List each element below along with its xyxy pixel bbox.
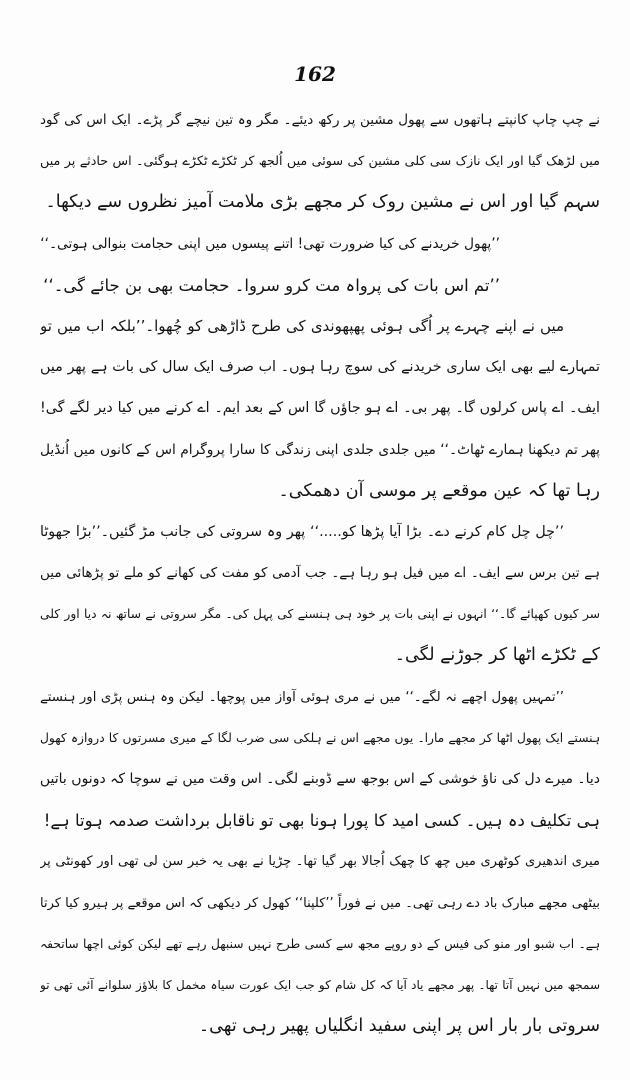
text-line: میں نے اپنے چہرے پر اُگی ہوئی پھپھوندی کی طرح ڈاڑھی کو چُھوا۔’’بلکہ اب میں تو [40, 316, 564, 335]
text-line: ہے تین برس سے ایف۔ اے میں فیل ہو رہا ہے۔ جب آدمی کو مفت کی کھانے کو ملے تو پڑھائی میں [40, 565, 600, 582]
text-line: سمجھ میں نہیں آتا تھا۔ پھر مجھے یاد آیا کہ کل شام کو جب ایک عورت سیاہ مخمل کا بلاؤز سلوانے آئی تھی تو [40, 977, 600, 992]
page-number: 162 [294, 62, 336, 86]
text-line: رہا تھا کہ عین موقعے پر موسی آن دھمکی۔ [278, 480, 600, 501]
body-text [40, 100, 600, 1047]
text-line: سروتی بار بار اس پر اپنی سفید انگلیاں پھیر رہی تھی۔ [198, 1016, 600, 1037]
text-line: میں لڑھک گیا اور ایک نازک سی کلی مشین کی سوئی میں اُلجھ کر ٹکڑے ٹکڑے ہوگئی۔ اس حادثے پر میں [40, 154, 600, 170]
text-line: ’’تم اس بات کی پرواہ مت کرو سروا۔ حجامت بھی بن جائے گی۔‘‘ [43, 275, 500, 295]
text-line: ’’تمہیں پھول اچھے نہ لگے۔‘‘ میں نے مری ہوئی آواز میں پوچھا۔ لیکن وہ ہنس پڑی اور ہنستے [40, 689, 564, 705]
text-line: بیٹھی مجھے مبارک باد دے رہی تھی۔ میں نے فوراً ’’کلپنا‘‘ کھول کر دیکھی کہ اس موقعے پر ہیرو کیا کرتا [40, 895, 600, 911]
text-line: تمہارے لیے بھی ایک ساری خریدنے کی سوچ رہا ہوں۔ اب صرف ایک سال کی بات ہے پھر میں [40, 359, 600, 376]
text-line: سر کیوں کھپائے گا۔‘‘ انہوں نے اپنی بات پر خود ہی ہنسنے کی پہل کی۔ مگر سروتی نے ساتھ نہ دیا اور کلی [40, 607, 600, 622]
text-line: سہم گیا اور اس نے مشین روک کر مجھے بڑی ملامت آمیز نظروں سے دیکھا۔ [45, 192, 600, 213]
text-line: ’’چل چل کام کرنے دے۔ بڑا آیا پڑھا کو.....‘‘ پھر وہ سروتی کی جانب مڑ گئیں۔’’بڑا جھوٹا [40, 523, 564, 540]
text-line: پھر تم دیکھنا ہمارے ٹھاٹ۔‘‘ میں جلدی جلدی اپنی زندگی کا سارا پروگرام اس کے کانوں میں اُنڈیل [40, 441, 600, 458]
text-line: دیا۔ میرے دل کی ناؤ خوشی کے اس بوجھ سے ڈوبنے لگی۔ اس وقت میں نے سوچا کہ دونوں باتیں [40, 771, 600, 787]
text-line: ہی تکلیف دہ ہیں۔ کسی امید کا پورا ہونا بھی تو ناقابل برداشت صدمہ ہوتا ہے! [43, 811, 600, 831]
text-line: ہنستے ایک پھول اٹھا کر مجھے مارا۔ یوں مجھے اس نے ہلکی سی ضرب لگا کے میری مسرتوں کا دروازہ کھول [40, 730, 600, 745]
text-line: ’’پھول خریدنے کی کیا ضرورت تھی! اتنے پیسوں میں اپنی حجامت بنوالی ہوتی۔‘‘ [40, 235, 500, 252]
text-line: میری اندھیری کوٹھری میں چھ کا چھک اُجالا بھر گیا تھا۔ چڑیا نے بھی یہ خبر سن لی تھی اور کھونٹی پر [40, 854, 600, 870]
text-line: کے ٹکڑے اٹھا کر جوڑنے لگی۔ [394, 645, 600, 666]
text-line: ایف۔ اے پاس کرلوں گا۔ پھر بی۔ اے ہو جاؤں گا اس کے بعد ایم۔ اے کرنے میں کیا دیر لگے گی! [40, 400, 600, 417]
text-line: ہے۔ اب شبو اور منو کی فیس کے دو روپے مجھ سے کسی طرح نہیں سنبھل رہے تھے لیکن کوئی اچھا ساتحفہ [40, 936, 600, 951]
text-line: نے چپ چاپ کانپتے ہاتھوں سے پھول مشین پر رکھ دیئے۔ مگر وہ تین نیچے گر پڑے۔ ایک اس کی گود [40, 112, 600, 128]
